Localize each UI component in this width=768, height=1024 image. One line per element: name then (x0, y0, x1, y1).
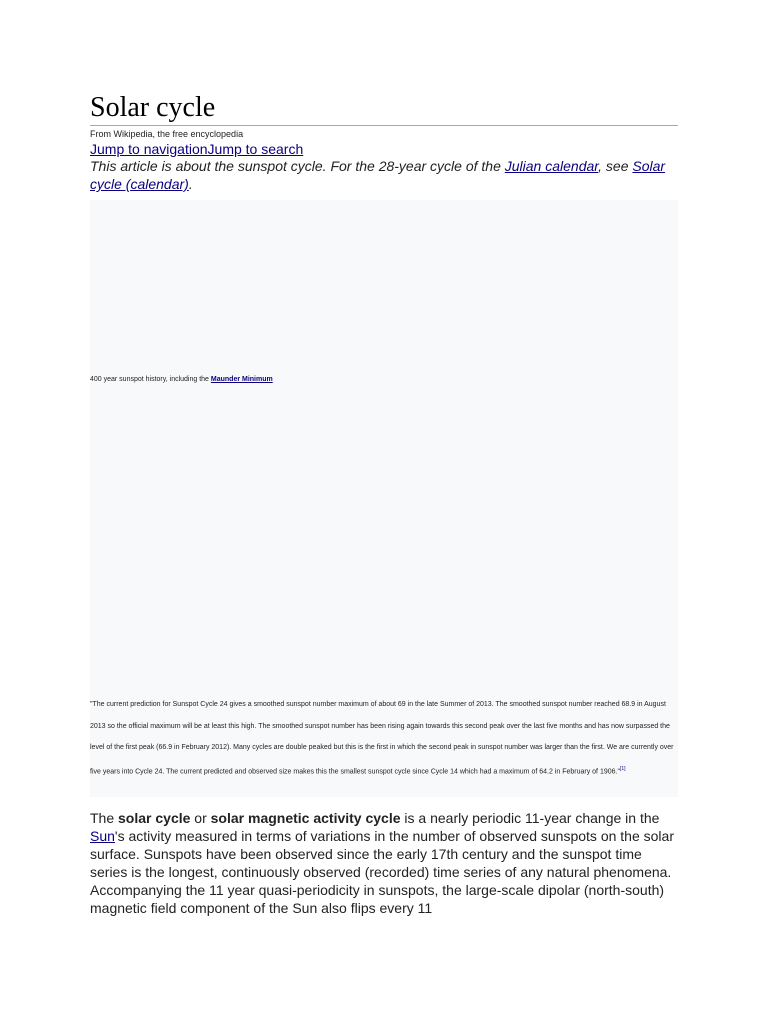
bold-term: solar magnetic activity cycle (210, 810, 401, 826)
figure-caption-long (90, 694, 678, 782)
hatnote-text: , see (598, 158, 633, 174)
hatnote-text: . (188, 176, 193, 192)
solar-cycle-calendar-link[interactable]: Solar cycle (calendar) (90, 158, 666, 192)
paragraph-text: is a nearly periodic 11-year change in the (400, 810, 660, 826)
paragraph-text: or (190, 810, 211, 826)
reference-link[interactable]: [1] (619, 765, 626, 772)
paragraph-text: 's activity measured in terms of variations in the number of observed sunspots on the solar surface. Sunspots have been observed since the early 17th century and the sunspot time series is the longest, continuously observed (recorded) time series of any natural phenomena. Accompanying the 11 year quasi-periodicity in sunspots, the large-scale dipolar (north-south) magnetic field component of the Sun also flips every 11 (90, 828, 674, 916)
hatnote (90, 157, 678, 193)
site-tagline: From Wikipedia, the free encyclopedia (90, 129, 244, 139)
caption-text: "The current prediction for Sunspot Cycle 24 gives a smoothed sunspot number maximum of about 69 in the late Summer of 2013. The smoothed sunspot number reached 68.9 in August 2013 so the official maximum will be at least this high. The smoothed sunspot number has been rising again towards this second peak over the last five months and has now surpassed the level of the first peak (66.9 in February 2012). Many cycles are double peaked but this is the first in which the second peak in sunspot number was larger than the first. We are currently over five years into Cycle 24. The current predicted and observed size makes this the smallest sunspot cycle since Cycle 14 which had a maximum of 64.2 in February of 1906." (90, 701, 674, 775)
article-paragraph (90, 809, 678, 917)
jump-links (90, 140, 303, 158)
jump-to-navigation-link[interactable]: Jump to navigation (90, 141, 208, 157)
page-title: Solar cycle (90, 90, 678, 126)
bold-term: solar cycle (118, 810, 191, 826)
hatnote-text: This article is about the sunspot cycle. For the 28-year cycle of the (90, 158, 505, 174)
caption-text: 400 year sunspot history, including the (90, 376, 211, 383)
maunder-minimum-link[interactable]: Maunder Minimum (210, 376, 273, 383)
figure-caption-short (90, 374, 273, 385)
sun-link[interactable]: Sun (90, 828, 115, 844)
jump-to-search-link[interactable]: Jump to search (207, 141, 304, 157)
paragraph-text: The (90, 810, 119, 826)
julian-calendar-link[interactable]: Julian calendar (504, 158, 599, 174)
